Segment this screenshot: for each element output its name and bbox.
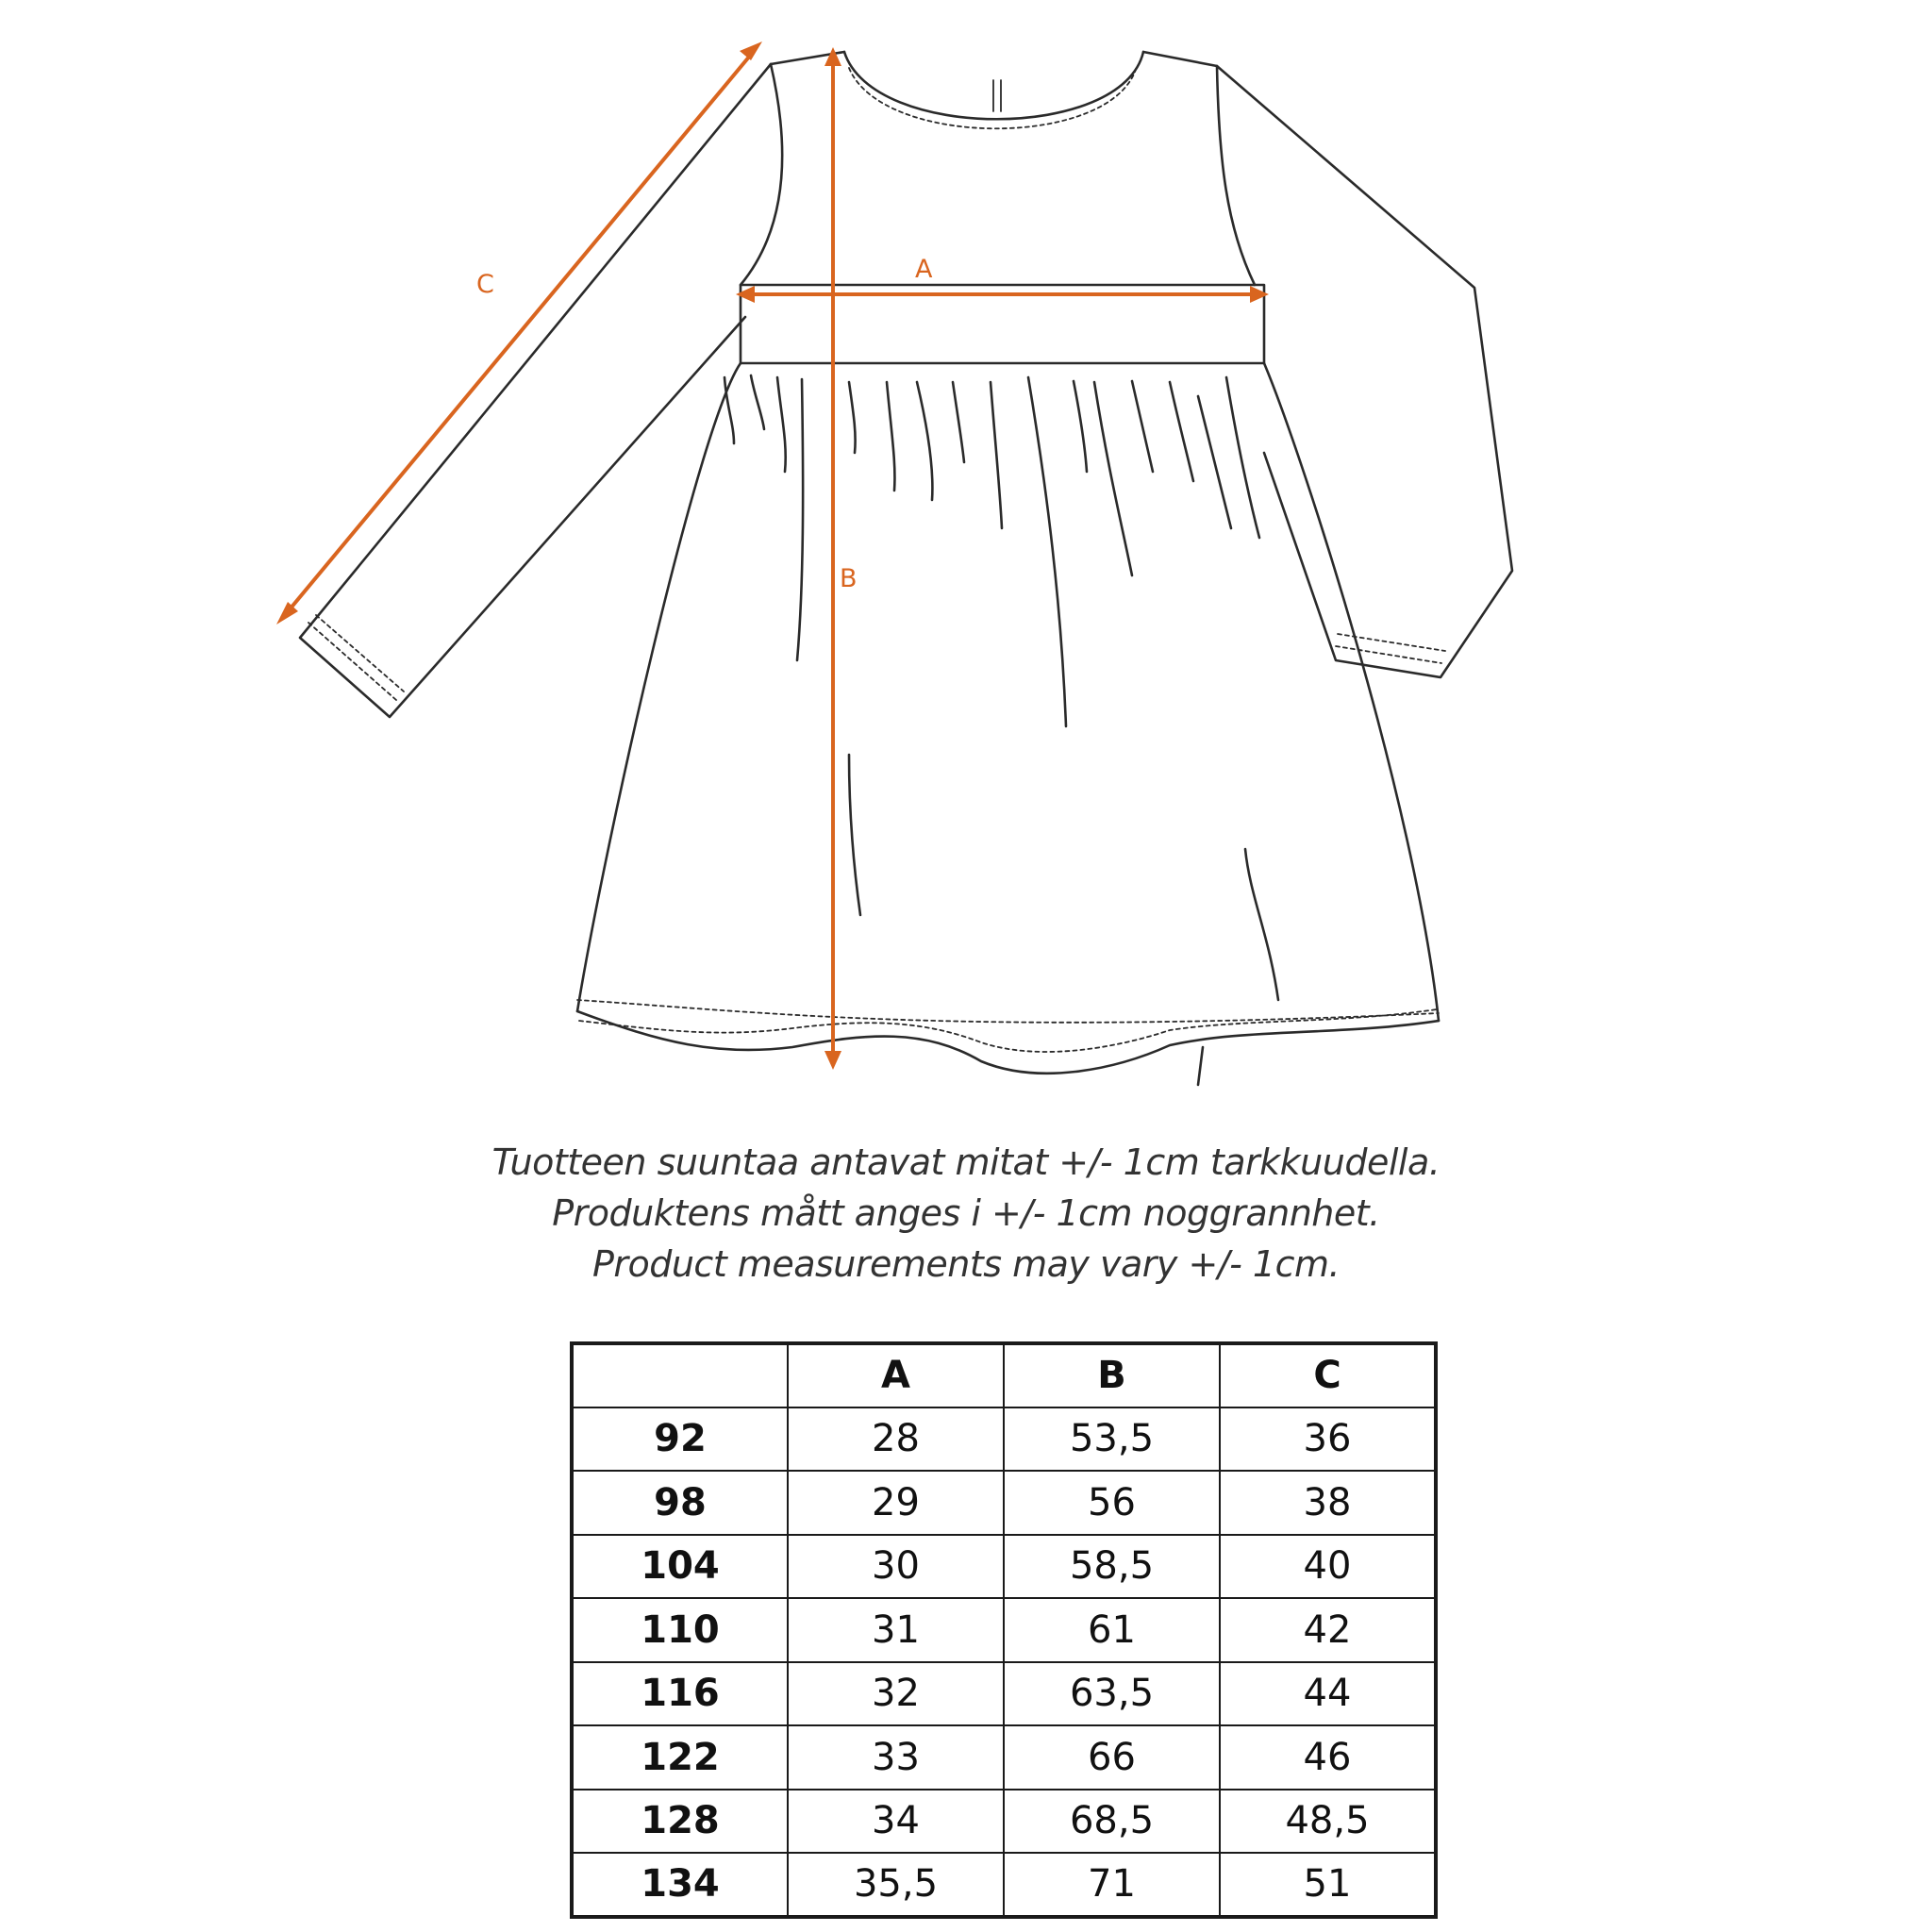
table-row <box>572 1598 1436 1662</box>
header-b: B <box>1004 1343 1220 1407</box>
value-b-cell: 71 <box>1004 1853 1220 1917</box>
table-row <box>572 1535 1436 1599</box>
value-c-cell: 38 <box>1220 1471 1436 1535</box>
value-b-cell: 56 <box>1004 1471 1220 1535</box>
measure-c-arrow-top <box>740 42 762 60</box>
value-c-cell: 46 <box>1220 1725 1436 1790</box>
value-a-cell: 29 <box>788 1471 1004 1535</box>
table-row <box>572 1790 1436 1854</box>
value-c-cell: 40 <box>1220 1535 1436 1599</box>
table-row <box>572 1725 1436 1790</box>
size-cell: 92 <box>572 1407 788 1472</box>
value-b-cell: 63,5 <box>1004 1662 1220 1726</box>
table-row <box>572 1471 1436 1535</box>
value-c-cell: 36 <box>1220 1407 1436 1472</box>
value-a-cell: 32 <box>788 1662 1004 1726</box>
measure-b-arrow-bottom <box>824 1051 841 1070</box>
value-a-cell: 31 <box>788 1598 1004 1662</box>
header-a: A <box>788 1343 1004 1407</box>
measure-b-label: B <box>840 564 858 593</box>
value-c-cell: 44 <box>1220 1662 1436 1726</box>
size-cell: 122 <box>572 1725 788 1790</box>
header-size <box>572 1343 788 1407</box>
value-b-cell: 58,5 <box>1004 1535 1220 1599</box>
dress-outline <box>300 52 1512 1085</box>
value-b-cell: 66 <box>1004 1725 1220 1790</box>
measure-a-arrow-right <box>1250 286 1269 303</box>
measure-a-label: A <box>915 255 933 284</box>
value-c-cell: 51 <box>1220 1853 1436 1917</box>
table-row <box>572 1407 1436 1472</box>
value-b-cell: 68,5 <box>1004 1790 1220 1854</box>
size-cell: 134 <box>572 1853 788 1917</box>
note-finnish: Tuotteen suuntaa antavat mitat +/- 1cm tarkkuudella. <box>491 1141 1441 1183</box>
value-a-cell: 34 <box>788 1790 1004 1854</box>
measurement-notes <box>0 1137 1932 1290</box>
note-english: Product measurements may vary +/- 1cm. <box>591 1243 1341 1285</box>
value-b-cell: 61 <box>1004 1598 1220 1662</box>
measure-a-arrow-left <box>736 286 755 303</box>
measure-c-label: C <box>476 270 494 299</box>
value-c-cell: 48,5 <box>1220 1790 1436 1854</box>
size-cell: 104 <box>572 1535 788 1599</box>
measurement-lines <box>276 42 1269 1070</box>
table-row <box>572 1853 1436 1917</box>
size-table <box>570 1341 1438 1919</box>
value-a-cell: 28 <box>788 1407 1004 1472</box>
table-row <box>572 1662 1436 1726</box>
size-cell: 128 <box>572 1790 788 1854</box>
value-a-cell: 35,5 <box>788 1853 1004 1917</box>
note-swedish: Produktens mått anges i +/- 1cm noggrannhet. <box>552 1192 1380 1234</box>
value-c-cell: 42 <box>1220 1598 1436 1662</box>
size-cell: 110 <box>572 1598 788 1662</box>
value-a-cell: 30 <box>788 1535 1004 1599</box>
size-cell: 116 <box>572 1662 788 1726</box>
header-c: C <box>1220 1343 1436 1407</box>
value-a-cell: 33 <box>788 1725 1004 1790</box>
size-cell: 98 <box>572 1471 788 1535</box>
value-b-cell: 53,5 <box>1004 1407 1220 1472</box>
measure-b-arrow-top <box>824 47 841 66</box>
table-header-row <box>572 1343 1436 1407</box>
